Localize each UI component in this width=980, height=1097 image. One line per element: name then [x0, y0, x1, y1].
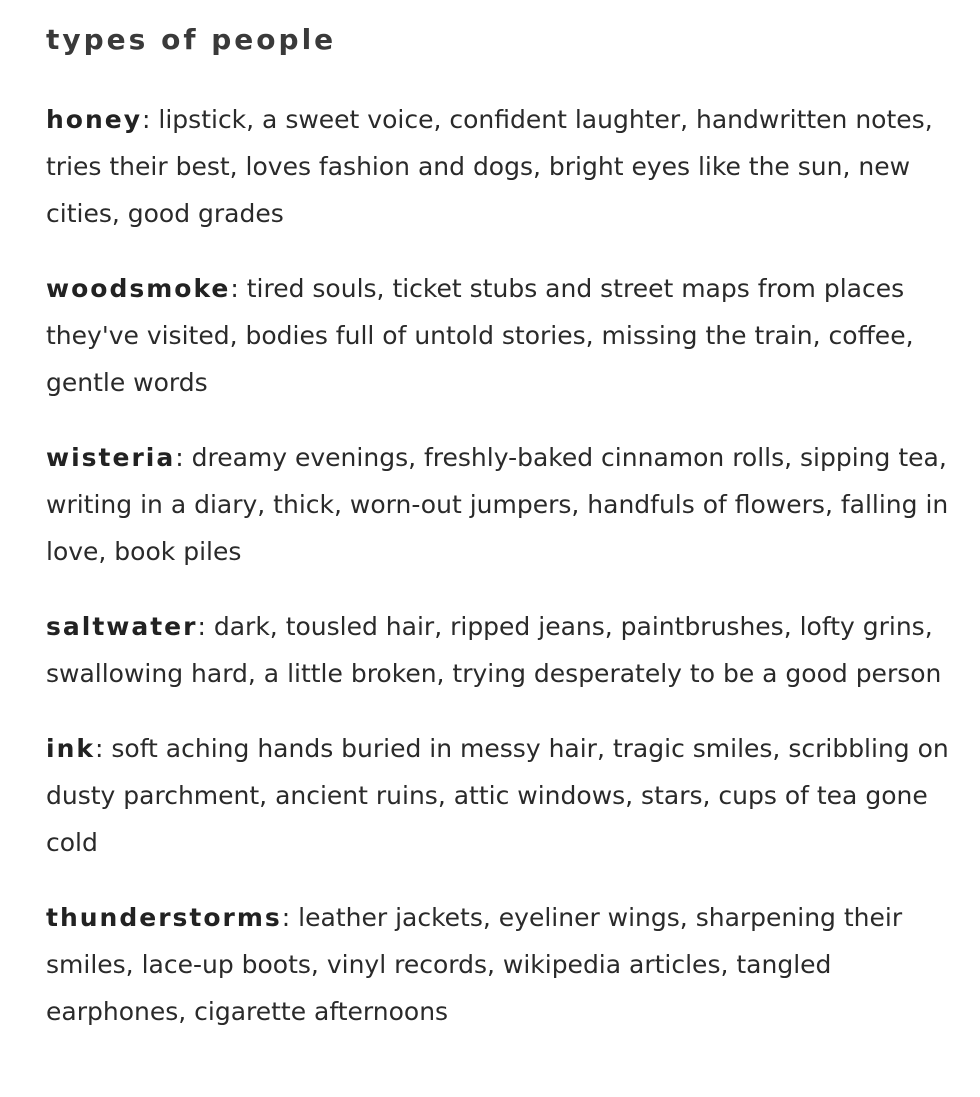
entry-honey: honey: lipstick, a sweet voice, confident laughter, handwritten notes, tries their best, loves fashion and dogs, bright eyes like the sun, new cities, good grades: [46, 105, 933, 228]
entry-description: soft aching hands buried in messy hair, tragic smiles, scribbling on dusty parchment, ancient ruins, attic windows, stars, cups of tea gone cold: [46, 734, 949, 857]
entry-woodsmoke: woodsmoke: tired souls, ticket stubs and street maps from places they've visited, bodies full of untold stories, missing the train, coffee, gentle words: [46, 274, 914, 397]
entry-wisteria: wisteria: dreamy evenings, freshly-baked cinnamon rolls, sipping tea, writing in a diary, thick, worn-out jumpers, handfuls of flowers, falling in love, book piles: [46, 443, 949, 566]
entry-term: ink: [46, 734, 95, 763]
entry-term: honey: [46, 105, 143, 134]
entry-term: wisteria: [46, 443, 176, 472]
page-title: types of people: [46, 23, 337, 56]
entry-description: dreamy evenings, freshly-baked cinnamon rolls, sipping tea, writing in a diary, thick, worn-out jumpers, handfuls of flowers, falling in love, book piles: [46, 443, 949, 566]
entry-description: tired souls, ticket stubs and street maps from places they've visited, bodies full of untold stories, missing the train, coffee, gentle words: [46, 274, 914, 397]
entry-description: lipstick, a sweet voice, confident laughter, handwritten notes, tries their best, loves fashion and dogs, bright eyes like the sun, new cities, good grades: [46, 105, 933, 228]
entry-term: saltwater: [46, 612, 198, 641]
entry-description: leather jackets, eyeliner wings, sharpening their smiles, lace-up boots, vinyl records, wikipedia articles, tangled earphones, cigarette afternoons: [46, 903, 903, 1026]
entry-term: thunderstorms: [46, 903, 282, 932]
entry-thunderstorms: thunderstorms: leather jackets, eyeliner wings, sharpening their smiles, lace-up boots, vinyl records, wikipedia articles, tangled earphones, cigarette afternoons: [46, 903, 903, 1026]
entry-saltwater: saltwater: dark, tousled hair, ripped jeans, paintbrushes, lofty grins, swallowing hard, a little broken, trying desperately to be a good person: [46, 612, 942, 688]
entry-term: woodsmoke: [46, 274, 231, 303]
entry-description: dark, tousled hair, ripped jeans, paintbrushes, lofty grins, swallowing hard, a little broken, trying desperately to be a good person: [46, 612, 942, 688]
entry-ink: ink: soft aching hands buried in messy hair, tragic smiles, scribbling on dusty parchment, ancient ruins, attic windows, stars, cups of tea gone cold: [46, 734, 949, 857]
